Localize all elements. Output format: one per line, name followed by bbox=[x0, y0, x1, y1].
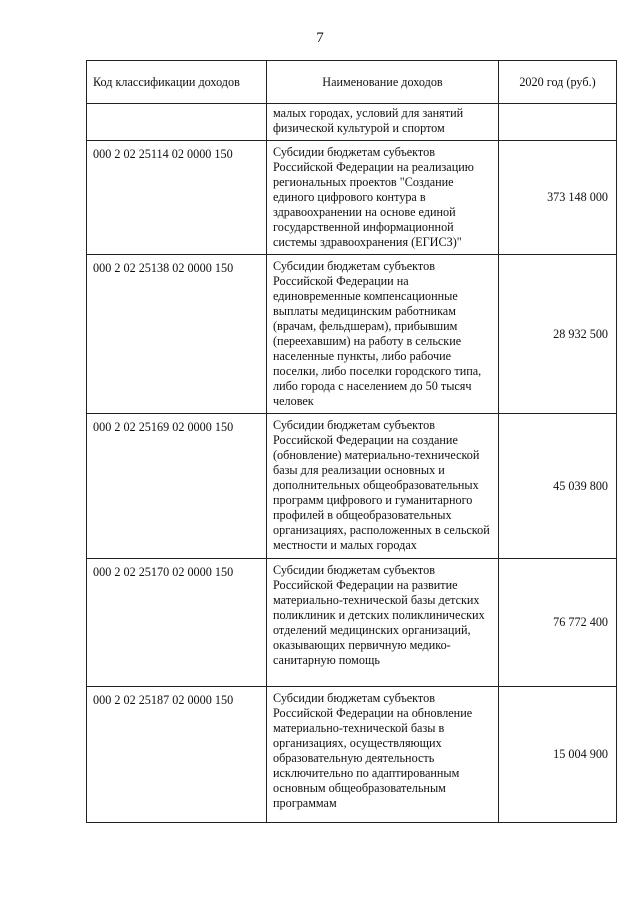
header-name: Наименование доходов bbox=[267, 61, 499, 104]
table-row bbox=[87, 559, 617, 687]
row-name: Субсидии бюджетам субъектов Российской Федерации на реализацию региональных проектов "Создание единого цифрового контура в здравоохранении на основе единой государственной информационной системы здравоохранения (ЕГИСЗ)" bbox=[267, 141, 499, 255]
header-code: Код классификации доходов bbox=[87, 61, 267, 104]
table-row bbox=[87, 414, 617, 559]
table-row bbox=[87, 687, 617, 823]
page-number: 7 bbox=[316, 30, 324, 46]
row-name: Субсидии бюджетам субъектов Российской Федерации на создание (обновление) материально-технической базы для реализации основных и дополнительных общеобразовательных программ цифрового и гуманитарного профилей в общеобразовательных организациях, расположенных в сельской местности и малых городах bbox=[267, 414, 499, 559]
row-code: 000 2 02 25170 02 0000 150 bbox=[87, 559, 267, 687]
row-amount: 15 004 900 bbox=[499, 687, 617, 823]
row-code: 000 2 02 25138 02 0000 150 bbox=[87, 255, 267, 414]
row-amount: 76 772 400 bbox=[499, 559, 617, 687]
row-name: Субсидии бюджетам субъектов Российской Федерации на развитие материально-технической базы детских поликлиник и детских поликлинических отделений медицинских организаций, оказывающих первичную медико-санитарную помощь bbox=[267, 559, 499, 687]
continuation-name-cell: малых городах, условий для занятий физической культурой и спортом bbox=[267, 104, 499, 141]
table-row bbox=[87, 141, 617, 255]
row-name: Субсидии бюджетам субъектов Российской Федерации на обновление материально-технической базы в организациях, осуществляющих образовательную деятельность исключительно по адаптированным основным общеобразовательным программам bbox=[267, 687, 499, 823]
row-code: 000 2 02 25114 02 0000 150 bbox=[87, 141, 267, 255]
header-amount: 2020 год (руб.) bbox=[499, 61, 617, 104]
row-amount: 373 148 000 bbox=[499, 141, 617, 255]
continuation-row bbox=[87, 104, 617, 141]
row-amount: 45 039 800 bbox=[499, 414, 617, 559]
row-name: Субсидии бюджетам субъектов Российской Федерации на единовременные компенсационные выплаты медицинским работникам (врачам, фельдшерам), прибывшим (переехавшим) на работу в сельские населенные пункты, либо рабочие поселки, либо поселки городского типа, либо города с населением до 50 тысяч человек bbox=[267, 255, 499, 414]
continuation-code-cell bbox=[87, 104, 267, 141]
continuation-amount-cell bbox=[499, 104, 617, 141]
income-table bbox=[86, 60, 617, 823]
table-row bbox=[87, 255, 617, 414]
row-code: 000 2 02 25187 02 0000 150 bbox=[87, 687, 267, 823]
row-amount: 28 932 500 bbox=[499, 255, 617, 414]
table-header-row bbox=[87, 61, 617, 104]
row-code: 000 2 02 25169 02 0000 150 bbox=[87, 414, 267, 559]
